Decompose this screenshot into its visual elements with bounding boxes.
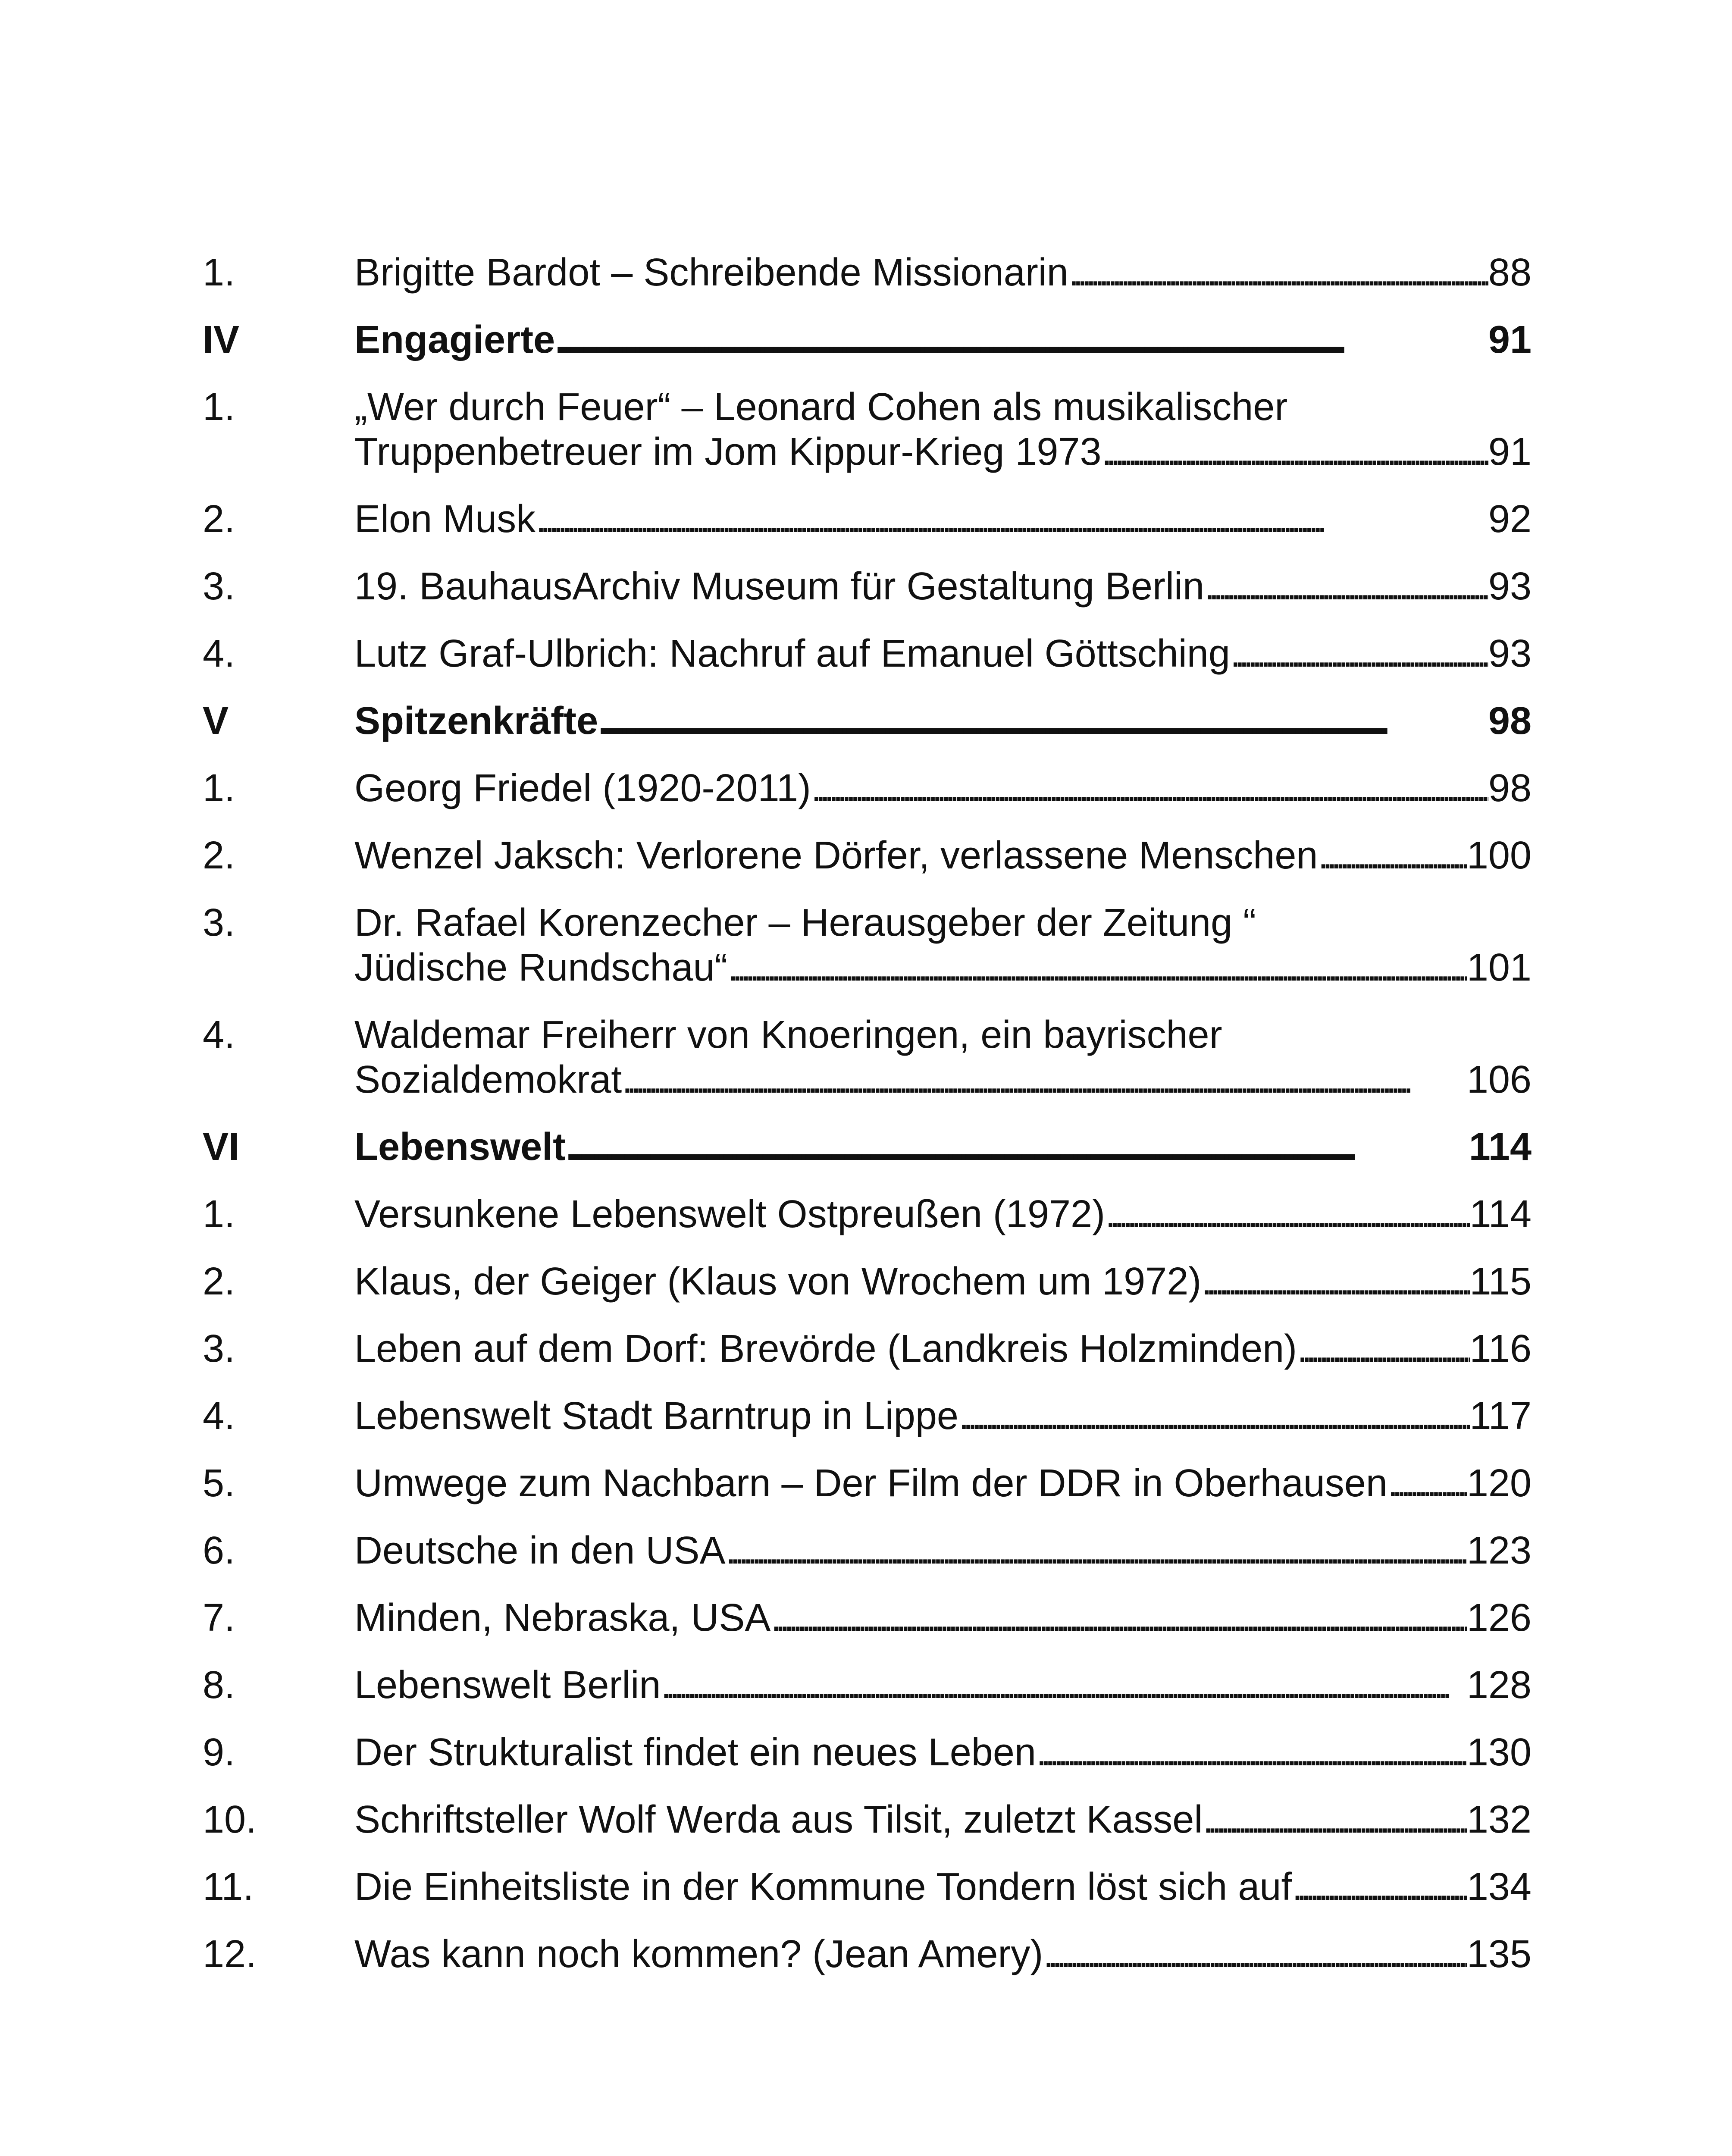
dot-leader: [1230, 631, 1488, 676]
dot-leader: [1201, 1259, 1469, 1304]
toc-entry-page-number: 135: [1466, 1933, 1532, 1976]
toc-entry-number: 3.: [203, 565, 235, 608]
toc-entry-page-number: 101: [1466, 946, 1532, 989]
toc-entry-line: [354, 699, 1532, 743]
toc-entry-page-number: 92: [1488, 498, 1532, 541]
dot-leader: [1068, 250, 1488, 295]
toc-entry-line: [354, 564, 1532, 609]
toc-entry-body: [354, 1663, 1532, 1708]
toc-entry-number: 11.: [203, 1865, 254, 1908]
toc-entry-title: Georg Friedel (1920-2011): [354, 767, 811, 810]
toc-entry-number: 2.: [203, 1260, 235, 1303]
toc-entry-body: [354, 250, 1532, 295]
toc-entry-line: [354, 631, 1532, 676]
toc-section-heading: [203, 1125, 1532, 1169]
table-of-contents: [203, 250, 1532, 1999]
toc-entry-body: [354, 1326, 1532, 1371]
toc-entry-title: Die Einheitsliste in der Kommune Tondern löst sich auf: [354, 1865, 1292, 1908]
toc-entry-number: 2.: [203, 834, 235, 877]
toc-entry-page-number: 116: [1469, 1327, 1532, 1370]
toc-entry-body: [354, 1259, 1532, 1304]
toc-entry-number: 9.: [203, 1731, 235, 1774]
toc-entry-title: Was kann noch kommen? (Jean Amery): [354, 1933, 1043, 1976]
toc-entry-body: [354, 699, 1532, 743]
toc-entry-title: Schriftsteller Wolf Werda aus Tilsit, zuletzt Kassel: [354, 1798, 1203, 1841]
dot-leader: [661, 1663, 1466, 1708]
toc-entry-title: Umwege zum Nachbarn – Der Film der DDR in Oberhausen: [354, 1462, 1387, 1505]
dot-leader: [1292, 1865, 1466, 1909]
toc-entry-line: [354, 497, 1532, 542]
toc-entry-number: 1.: [203, 251, 235, 294]
toc-entry-page-number: 117: [1469, 1395, 1532, 1438]
toc-entry: [203, 385, 1532, 474]
toc-entry-number: 4.: [203, 1013, 235, 1056]
dot-leader: [1036, 1730, 1467, 1775]
dot-leader: [958, 1394, 1470, 1438]
toc-entry-body: [354, 1865, 1532, 1909]
toc-entry-page-number: 132: [1466, 1798, 1532, 1841]
toc-entry-title: Versunkene Lebenswelt Ostpreußen (1972): [354, 1193, 1106, 1236]
toc-entry-line: [354, 1663, 1532, 1708]
toc-entry: [203, 1865, 1532, 1909]
toc-entry-page-number: 106: [1466, 1058, 1532, 1101]
toc-entry-page-number: 91: [1488, 430, 1532, 473]
toc-entry-number: 12.: [203, 1933, 257, 1976]
toc-entry-line: [354, 1797, 1532, 1842]
toc-entry-body: [354, 631, 1532, 676]
toc-entry-page-number: 91: [1488, 318, 1532, 361]
toc-entry-page-number: 100: [1466, 834, 1532, 877]
toc-entry: [203, 1797, 1532, 1842]
toc-entry: [203, 497, 1532, 542]
dot-leader: [726, 1528, 1467, 1573]
toc-entry-line: [354, 766, 1532, 811]
toc-entry-body: [354, 497, 1532, 542]
toc-entry-line: [354, 1865, 1532, 1909]
dot-leader: [598, 699, 1488, 743]
toc-entry-title: Sozialdemokrat: [354, 1058, 622, 1101]
toc-entry: [203, 1192, 1532, 1237]
toc-entry-number: 1.: [203, 767, 235, 810]
toc-entry-page-number: 88: [1488, 251, 1532, 294]
toc-entry: [203, 1394, 1532, 1438]
toc-entry: [203, 631, 1532, 676]
toc-entry-page-number: 114: [1469, 1125, 1532, 1169]
toc-entry-line: [354, 1528, 1532, 1573]
toc-entry-number: V: [203, 699, 229, 743]
toc-entry-body: [354, 317, 1532, 362]
toc-entry: [203, 1259, 1532, 1304]
toc-entry-page-number: 98: [1488, 767, 1532, 810]
toc-entry-title: Lebenswelt Stadt Barntrup in Lippe: [354, 1395, 958, 1438]
dot-leader: [770, 1595, 1466, 1640]
toc-entry-number: IV: [203, 318, 240, 361]
toc-entry-title: Lebenswelt Berlin: [354, 1664, 661, 1707]
toc-entry: [203, 900, 1532, 990]
toc-entry-body: [354, 1797, 1532, 1842]
toc-entry-line: [354, 1595, 1532, 1640]
toc-entry-body: [354, 1595, 1532, 1640]
toc-entry-number: 1.: [203, 1193, 235, 1236]
toc-entry-number: 1.: [203, 385, 235, 429]
toc-entry: [203, 250, 1532, 295]
dot-leader: [1318, 833, 1466, 878]
toc-entry-title: Elon Musk: [354, 498, 536, 541]
toc-entry-body: [354, 900, 1532, 990]
toc-entry: [203, 1932, 1532, 1977]
toc-entry-line: [354, 1394, 1532, 1438]
toc-entry: [203, 1528, 1532, 1573]
toc-entry-page-number: 123: [1466, 1529, 1532, 1572]
toc-entry-number: 5.: [203, 1462, 235, 1505]
toc-entry-title: Wenzel Jaksch: Verlorene Dörfer, verlassene Menschen: [354, 834, 1318, 877]
toc-entry-title: Brigitte Bardot – Schreibende Missionarin: [354, 251, 1068, 294]
dot-leader: [555, 317, 1488, 362]
toc-entry-number: 10.: [203, 1798, 257, 1841]
toc-entry-title: Lutz Graf-Ulbrich: Nachruf auf Emanuel Göttsching: [354, 632, 1230, 675]
dot-leader: [811, 766, 1488, 811]
toc-entry-page-number: 98: [1488, 699, 1532, 743]
toc-entry-title: Minden, Nebraska, USA: [354, 1596, 771, 1639]
toc-entry-body: [354, 1394, 1532, 1438]
toc-entry: [203, 1326, 1532, 1371]
toc-entry-title-line: Waldemar Freiherr von Knoeringen, ein bayrischer: [354, 1013, 1222, 1056]
toc-entry-body: [354, 1012, 1532, 1102]
toc-entry-page-number: 134: [1466, 1865, 1532, 1908]
dot-leader: [566, 1125, 1469, 1169]
toc-entry: [203, 1663, 1532, 1708]
toc-entry-body: [354, 564, 1532, 609]
toc-entry-page-number: 93: [1488, 565, 1532, 608]
toc-entry-page-number: 128: [1466, 1664, 1532, 1707]
toc-entry-body: [354, 766, 1532, 811]
toc-entry-page-number: 93: [1488, 632, 1532, 675]
toc-entry-title: Deutsche in den USA: [354, 1529, 726, 1572]
toc-entry-line: [354, 1192, 1532, 1237]
dot-leader: [1203, 1797, 1466, 1842]
toc-entry-page-number: 130: [1466, 1731, 1532, 1774]
toc-entry-line: [354, 1932, 1532, 1977]
toc-entry-body: [354, 1461, 1532, 1506]
dot-leader: [622, 1057, 1467, 1102]
toc-entry-title: Der Strukturalist findet ein neues Leben: [354, 1731, 1036, 1774]
toc-entry-page-number: 120: [1466, 1462, 1532, 1505]
toc-entry-body: [354, 1125, 1532, 1169]
toc-entry-line: [354, 1326, 1532, 1371]
toc-entry-title-line: Dr. Rafael Korenzecher – Herausgeber der Zeitung “: [354, 901, 1256, 944]
toc-entry: [203, 833, 1532, 878]
toc-entry: [203, 1730, 1532, 1775]
toc-entry: [203, 564, 1532, 609]
toc-entry-line: [354, 1461, 1532, 1506]
toc-entry-line: [354, 1125, 1532, 1169]
toc-entry-line: [354, 429, 1532, 474]
toc-entry-number: 4.: [203, 632, 235, 675]
toc-entry-number: 4.: [203, 1395, 235, 1438]
dot-leader: [536, 497, 1488, 542]
toc-entry: [203, 766, 1532, 811]
toc-entry-line: [354, 317, 1532, 362]
dot-leader: [1102, 429, 1488, 474]
toc-section-heading: [203, 699, 1532, 743]
toc-entry-body: [354, 1528, 1532, 1573]
toc-entry-body: [354, 1192, 1532, 1237]
toc-section-heading: [203, 317, 1532, 362]
toc-entry: [203, 1012, 1532, 1102]
toc-entry-number: VI: [203, 1125, 240, 1169]
toc-entry-number: 2.: [203, 498, 235, 541]
toc-entry-title: Jüdische Rundschau“: [354, 946, 728, 989]
toc-entry-page-number: 115: [1469, 1260, 1532, 1303]
toc-entry-title: Truppenbetreuer im Jom Kippur-Krieg 1973: [354, 430, 1102, 473]
toc-entry-line: [354, 1730, 1532, 1775]
toc-entry-line: [354, 1057, 1532, 1102]
toc-entry-number: 3.: [203, 901, 235, 944]
toc-entry-number: 6.: [203, 1529, 235, 1572]
toc-entry-title: Spitzenkräfte: [354, 699, 598, 743]
dot-leader: [1105, 1192, 1469, 1237]
toc-entry: [203, 1461, 1532, 1506]
toc-entry-title: Leben auf dem Dorf: Brevörde (Landkreis Holzminden): [354, 1327, 1297, 1370]
toc-entry-title: Engagierte: [354, 318, 555, 361]
dot-leader: [1043, 1932, 1467, 1977]
dot-leader: [728, 945, 1467, 990]
toc-entry-line: [354, 833, 1532, 878]
toc-entry-body: [354, 1730, 1532, 1775]
toc-entry-number: 3.: [203, 1327, 235, 1370]
toc-entry-title-line: „Wer durch Feuer“ – Leonard Cohen als musikalischer: [354, 385, 1288, 429]
toc-entry-title: 19. BauhausArchiv Museum für Gestaltung Berlin: [354, 565, 1204, 608]
toc-entry-line: [354, 945, 1532, 990]
toc-entry-body: [354, 385, 1532, 474]
toc-entry-title: Lebenswelt: [354, 1125, 566, 1169]
toc-entry-line: [354, 250, 1532, 295]
toc-entry-number: 7.: [203, 1596, 235, 1639]
toc-entry-line: [354, 1259, 1532, 1304]
toc-entry-body: [354, 833, 1532, 878]
dot-leader: [1297, 1326, 1469, 1371]
dot-leader: [1387, 1461, 1467, 1506]
toc-entry-title: Klaus, der Geiger (Klaus von Wrochem um 1972): [354, 1260, 1202, 1303]
toc-entry-number: 8.: [203, 1664, 235, 1707]
dot-leader: [1204, 564, 1488, 609]
toc-entry-page-number: 114: [1469, 1193, 1532, 1236]
toc-entry-page-number: 126: [1466, 1596, 1532, 1639]
toc-entry: [203, 1595, 1532, 1640]
toc-entry-body: [354, 1932, 1532, 1977]
